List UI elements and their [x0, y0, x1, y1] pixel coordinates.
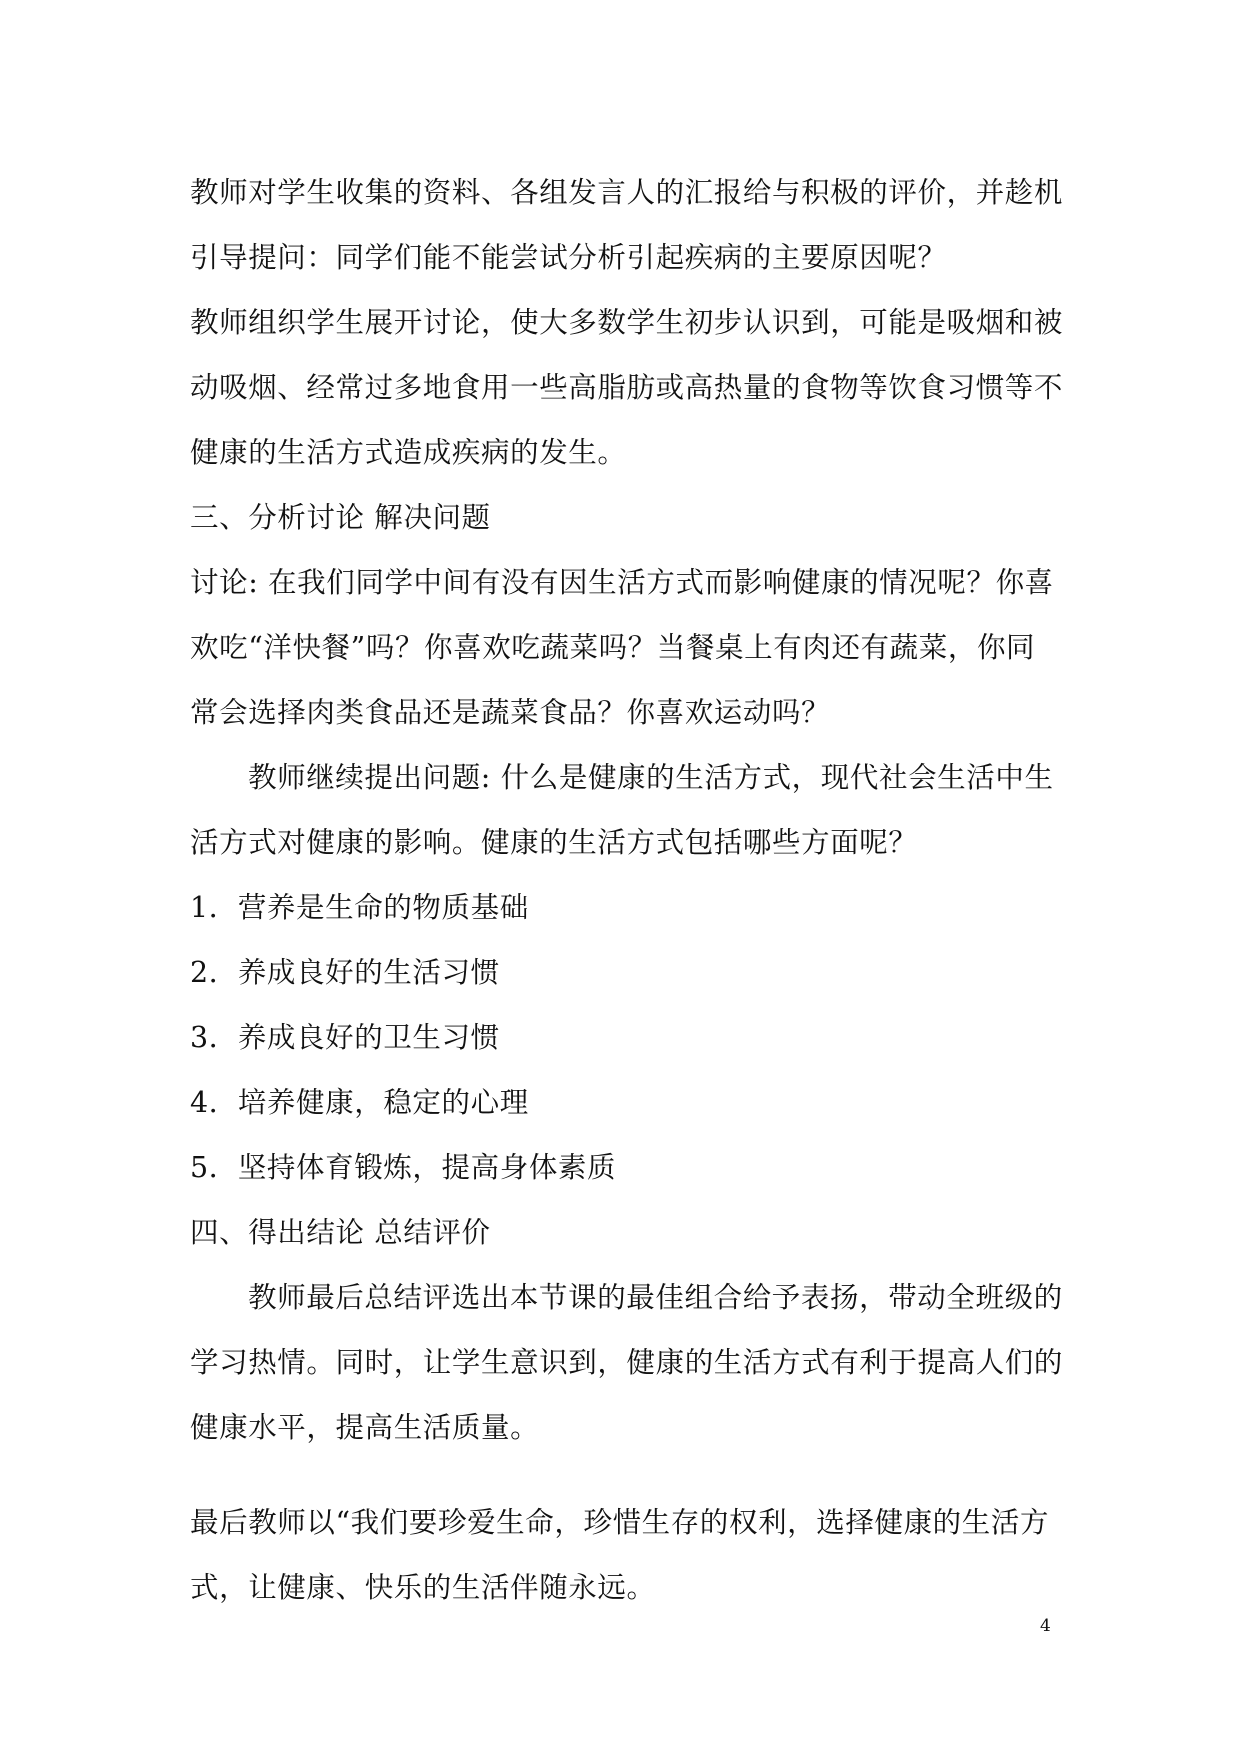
- section-heading: 四、得出结论 总结评价: [190, 1216, 491, 1249]
- paragraph-line: 教师组织学生展开讨论，使大多数学生初步认识到，可能是吸烟和被: [190, 306, 1064, 339]
- paragraph-line: 学习热情。同时，让学生意识到，健康的生活方式有利于提高人们的: [190, 1346, 1064, 1379]
- paragraph-line: 教师最后总结评选出本节课的最佳组合给予表扬，带动全班级的: [248, 1281, 1063, 1314]
- paragraph-line: 讨论: 在我们同学中间有没有因生活方式而影响健康的情况呢？你喜: [190, 566, 1054, 599]
- paragraph-spacer: [190, 1460, 1070, 1490]
- document-body: [190, 160, 1070, 1620]
- section-heading: 三、分析讨论 解决问题: [190, 501, 491, 534]
- list-item: 5．坚持体育锻炼，提高身体素质: [190, 1151, 617, 1184]
- paragraph-line: 教师对学生收集的资料、各组发言人的汇报给与积极的评价，并趁机: [190, 176, 1064, 209]
- paragraph-line: 健康的生活方式造成疾病的发生。: [190, 436, 627, 469]
- paragraph-line: 常会选择肉类食品还是蔬菜食品？你喜欢运动吗？: [190, 696, 831, 729]
- list-item: 3．养成良好的卫生习惯: [190, 1021, 500, 1054]
- paragraph-line: 引导提问：同学们能不能尝试分析引起疾病的主要原因呢？: [190, 241, 947, 274]
- paragraph-line: 式，让健康、快乐的生活伴随永远。: [190, 1571, 656, 1604]
- list-item: 2．养成良好的生活习惯: [190, 956, 500, 989]
- paragraph-line: 最后教师以“我们要珍爱生命，珍惜生存的权利，选择健康的生活方: [190, 1506, 1050, 1539]
- list-item: 1．营养是生命的物质基础: [190, 891, 529, 924]
- page-number: 4: [1040, 1616, 1051, 1636]
- paragraph-line: 活方式对健康的影响。健康的生活方式包括哪些方面呢？: [190, 826, 918, 859]
- paragraph-line: 健康水平，提高生活质量。: [190, 1411, 540, 1444]
- list-item: 4．培养健康，稳定的心理: [190, 1086, 529, 1119]
- paragraph-line: 教师继续提出问题: 什么是健康的生活方式，现代社会生活中生: [248, 761, 1054, 794]
- paragraph-line: 动吸烟、经常过多地食用一些高脂肪或高热量的食物等饮食习惯等不: [190, 371, 1064, 404]
- paragraph-line: 欢吃“洋快餐”吗？你喜欢吃蔬菜吗？当餐桌上有肉还有蔬菜，你同: [190, 631, 1036, 664]
